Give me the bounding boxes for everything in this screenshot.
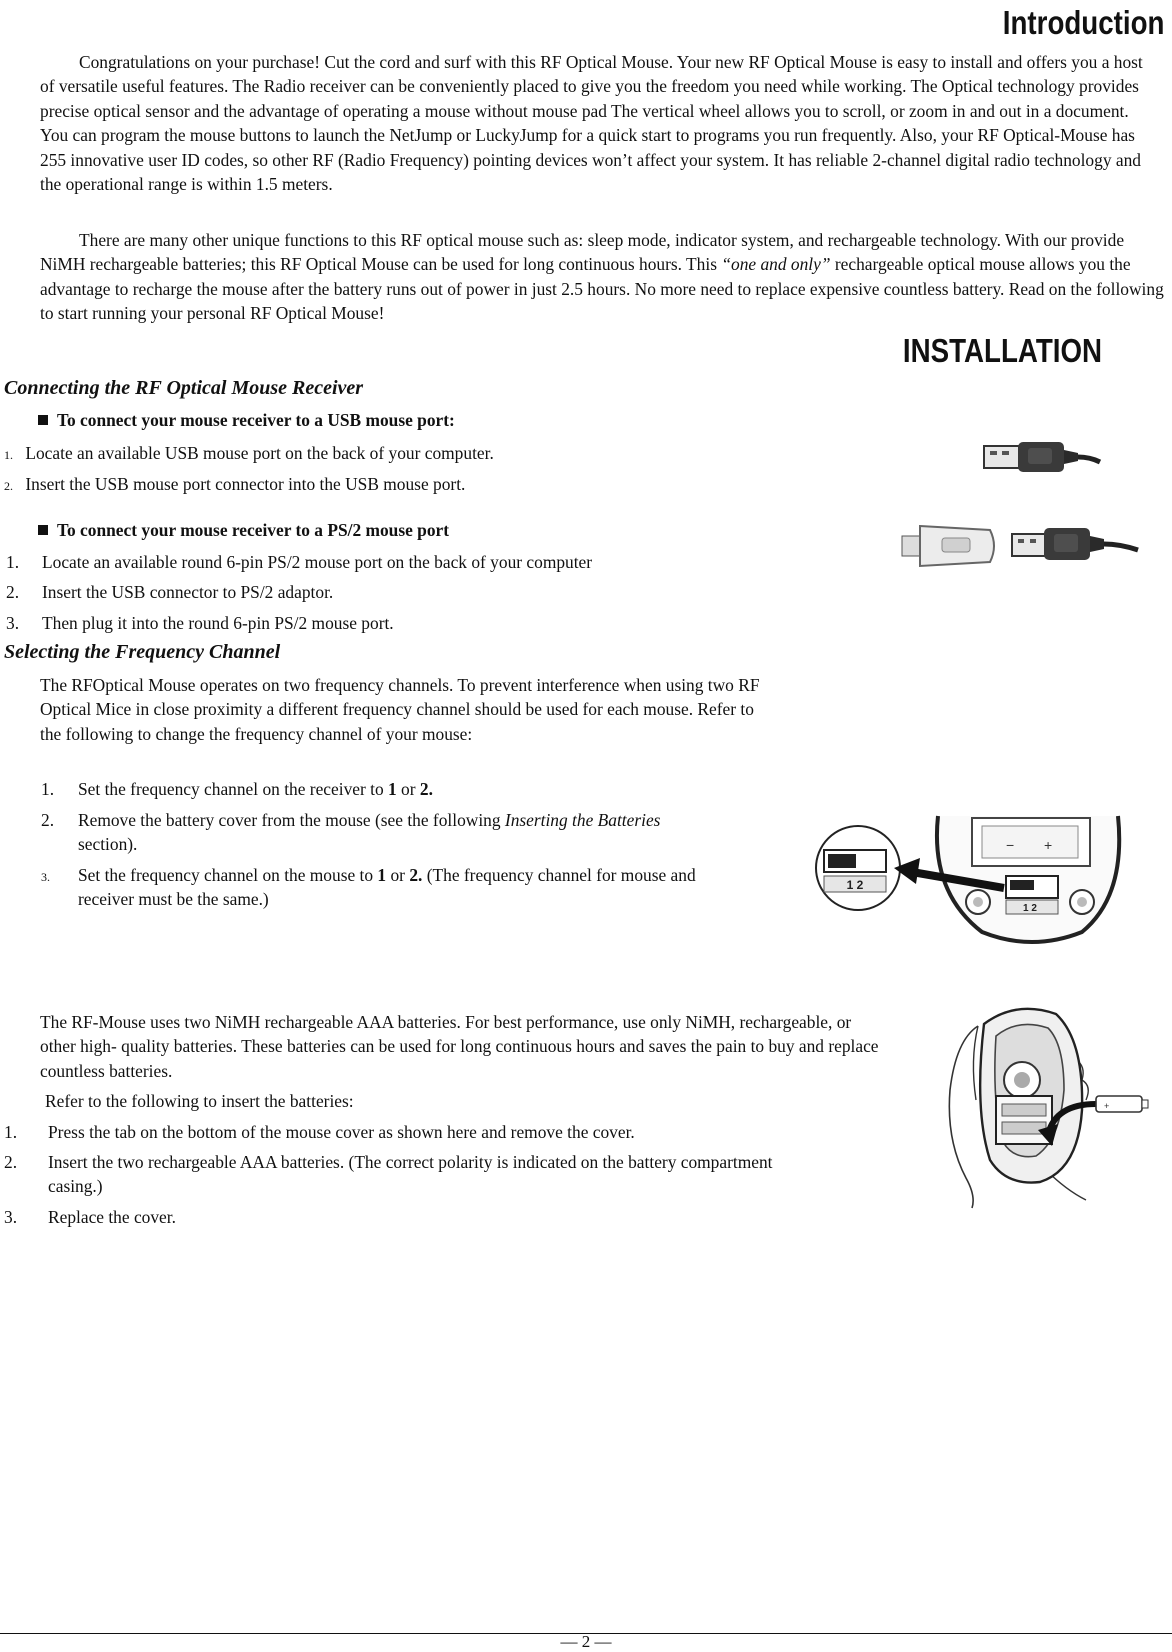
ps2-step-3: [6, 611, 394, 635]
usb-bullet-heading: [38, 410, 455, 431]
ps2-step-1: [6, 550, 593, 574]
square-bullet-icon: [38, 525, 48, 535]
usb-step-2-number: 2.: [4, 479, 13, 493]
usb-step-2-text: Insert the USB mouse port connector into the USB mouse port.: [25, 474, 466, 494]
frequency-step-3-or: or: [386, 865, 410, 885]
intro-paragraph-2-text-a: There are many other unique functions to this RF optical mouse such as: sleep mode, indicator system, and rechargeable technology. With our provide NiMH rechargeable batteries; this RF Optical Mouse can be used for long continuous hours. This: [40, 230, 1125, 275]
usb-bullet-heading-text: To connect your mouse receiver to a USB mouse port:: [57, 410, 455, 430]
frequency-step-3-text-c: (The frequency channel for mouse and receiver must be the same.): [78, 865, 696, 909]
frequency-step-1-text-a: Set the frequency channel on the receiver to: [78, 779, 388, 799]
usb-connector-icon: [982, 436, 1102, 480]
ps2-step-1-number: 1.: [6, 552, 20, 572]
usb-step-1-text: Locate an available USB mouse port on the back of your computer.: [25, 443, 494, 463]
battery-step-2: [4, 1150, 824, 1196]
battery-step-1-number: 1.: [4, 1122, 18, 1142]
intro-paragraph-2-italic: “one and only”: [721, 254, 831, 275]
frequency-intro-paragraph: The RFOptical Mouse operates on two frequency channels. To prevent interference when using two RF Optical Mice in close proximity a different frequency channel should be used for each mouse. Refer to the following to change the frequency channel of your mouse:: [40, 675, 760, 744]
frequency-step-1: [41, 777, 433, 801]
battery-insertion-diagram: [936, 1000, 1158, 1210]
intro-paragraph-2-text-b: rechargeable optical mouse allows you the advantage to recharge the mouse after the battery runs out of power in just 2.5 hours. No more need to replace expensive countless battery. Read on the following to start running your personal RF Optical Mouse!: [40, 254, 1164, 324]
battery-plus-symbol: +: [1104, 1101, 1110, 1111]
usb-step-1: [4, 441, 494, 467]
introduction-heading: Introduction: [1002, 4, 1164, 41]
frequency-step-2-text-b: section).: [78, 834, 138, 854]
square-bullet-icon: [38, 415, 48, 425]
frequency-step-3-text: [78, 863, 738, 911]
intro-paragraph-1: [40, 50, 1145, 196]
frequency-step-3-bold-1: 1: [377, 865, 387, 885]
intro-paragraph-2: [40, 228, 1167, 326]
battery-step-1: [4, 1120, 635, 1144]
ps2-step-2: [6, 580, 334, 604]
frequency-step-2-italic: Inserting the Batteries: [504, 810, 661, 830]
receiver-section-title: Connecting the RF Optical Mouse Receiver: [4, 377, 364, 399]
page-number: — 2 —: [560, 1632, 612, 1651]
ps2-step-3-number: 3.: [6, 613, 20, 633]
minus-symbol: −: [1006, 837, 1015, 853]
frequency-step-3: [41, 863, 741, 909]
usb-step-2: [4, 472, 465, 498]
plus-symbol: +: [1044, 837, 1053, 853]
battery-step-2-number: 2.: [4, 1152, 18, 1172]
ps2-bullet-heading-text: To connect your mouse receiver to a PS/2 mouse port: [57, 520, 450, 540]
frequency-step-1-or: or: [396, 779, 420, 799]
ps2-step-3-text: Then plug it into the round 6-pin PS/2 mouse port.: [42, 613, 394, 633]
switch-label-mouse: 1 2: [1023, 903, 1037, 914]
batteries-intro-paragraph: The RF-Mouse uses two NiMH rechargeable AAA batteries. For best performance, use only NiMH, rechargeable, or other high- quality batteries. These batteries can be used for long continuous hours and saves the pain to buy and replace countless batteries.: [40, 1012, 879, 1081]
ps2-bullet-heading: [38, 520, 449, 541]
installation-heading: INSTALLATION: [902, 332, 1102, 369]
intro-paragraph-1-text: Congratulations on your purchase! Cut the cord and surf with this RF Optical Mouse. Your new RF Optical Mouse is easy to install and offers you a host of versatile useful features. The Radio receiver can be conveniently placed to give you the freedom you need while working. The Optical technology provides precise optical sensor and the advantage of operating a mouse without mouse pad The vertical wheel allows you to scroll, or zoom in and out in a document. You can program the mouse buttons to launch the NetJump or LuckyJump for a quick start to programs you run frequently. Also, your RF Optical-Mouse has 255 innovative user ID codes, so other RF (Radio Frequency) pointing devices won’t affect your system. It has reliable 2-channel digital radio technology and the operational range is within 1.5 meters.: [40, 52, 1143, 195]
frequency-step-3-number: 3.: [41, 870, 50, 884]
frequency-step-2-number: 2.: [41, 810, 55, 830]
frequency-step-2-text-a: Remove the battery cover from the mouse (see the following: [78, 810, 505, 830]
frequency-step-3-bold-2: 2.: [409, 865, 423, 885]
frequency-step-1-text: [78, 777, 433, 801]
ps2-step-2-text: Insert the USB connector to PS/2 adaptor.: [42, 582, 334, 602]
switch-label-magnified: 1 2: [846, 878, 864, 892]
battery-step-3-number: 3.: [4, 1207, 18, 1227]
battery-step-3: [4, 1205, 176, 1229]
frequency-step-1-number: 1.: [41, 779, 55, 799]
frequency-step-1-bold-1: 1: [388, 779, 397, 799]
frequency-section-title: Selecting the Frequency Channel: [4, 641, 281, 663]
battery-step-3-text: Replace the cover.: [48, 1207, 176, 1227]
ps2-step-2-number: 2.: [6, 582, 20, 602]
usb-step-1-number: 1.: [4, 448, 13, 462]
ps2-adapter-icon: [900, 516, 1140, 576]
battery-step-2-text: Insert the two rechargeable AAA batteries. (The correct polarity is indicated on the battery compartment casing.): [48, 1152, 773, 1196]
frequency-step-1-bold-2: 2.: [419, 779, 433, 799]
frequency-step-2-text: [78, 808, 698, 856]
ps2-step-1-text: Locate an available round 6-pin PS/2 mouse port on the back of your computer: [42, 552, 593, 572]
batteries-refer-text: Refer to the following to insert the batteries:: [45, 1091, 354, 1111]
frequency-switch-diagram: [812, 812, 1122, 952]
frequency-step-3-text-a: Set the frequency channel on the mouse to: [78, 865, 378, 885]
frequency-step-2: [41, 808, 741, 854]
battery-step-1-text: Press the tab on the bottom of the mouse cover as shown here and remove the cover.: [48, 1122, 635, 1142]
